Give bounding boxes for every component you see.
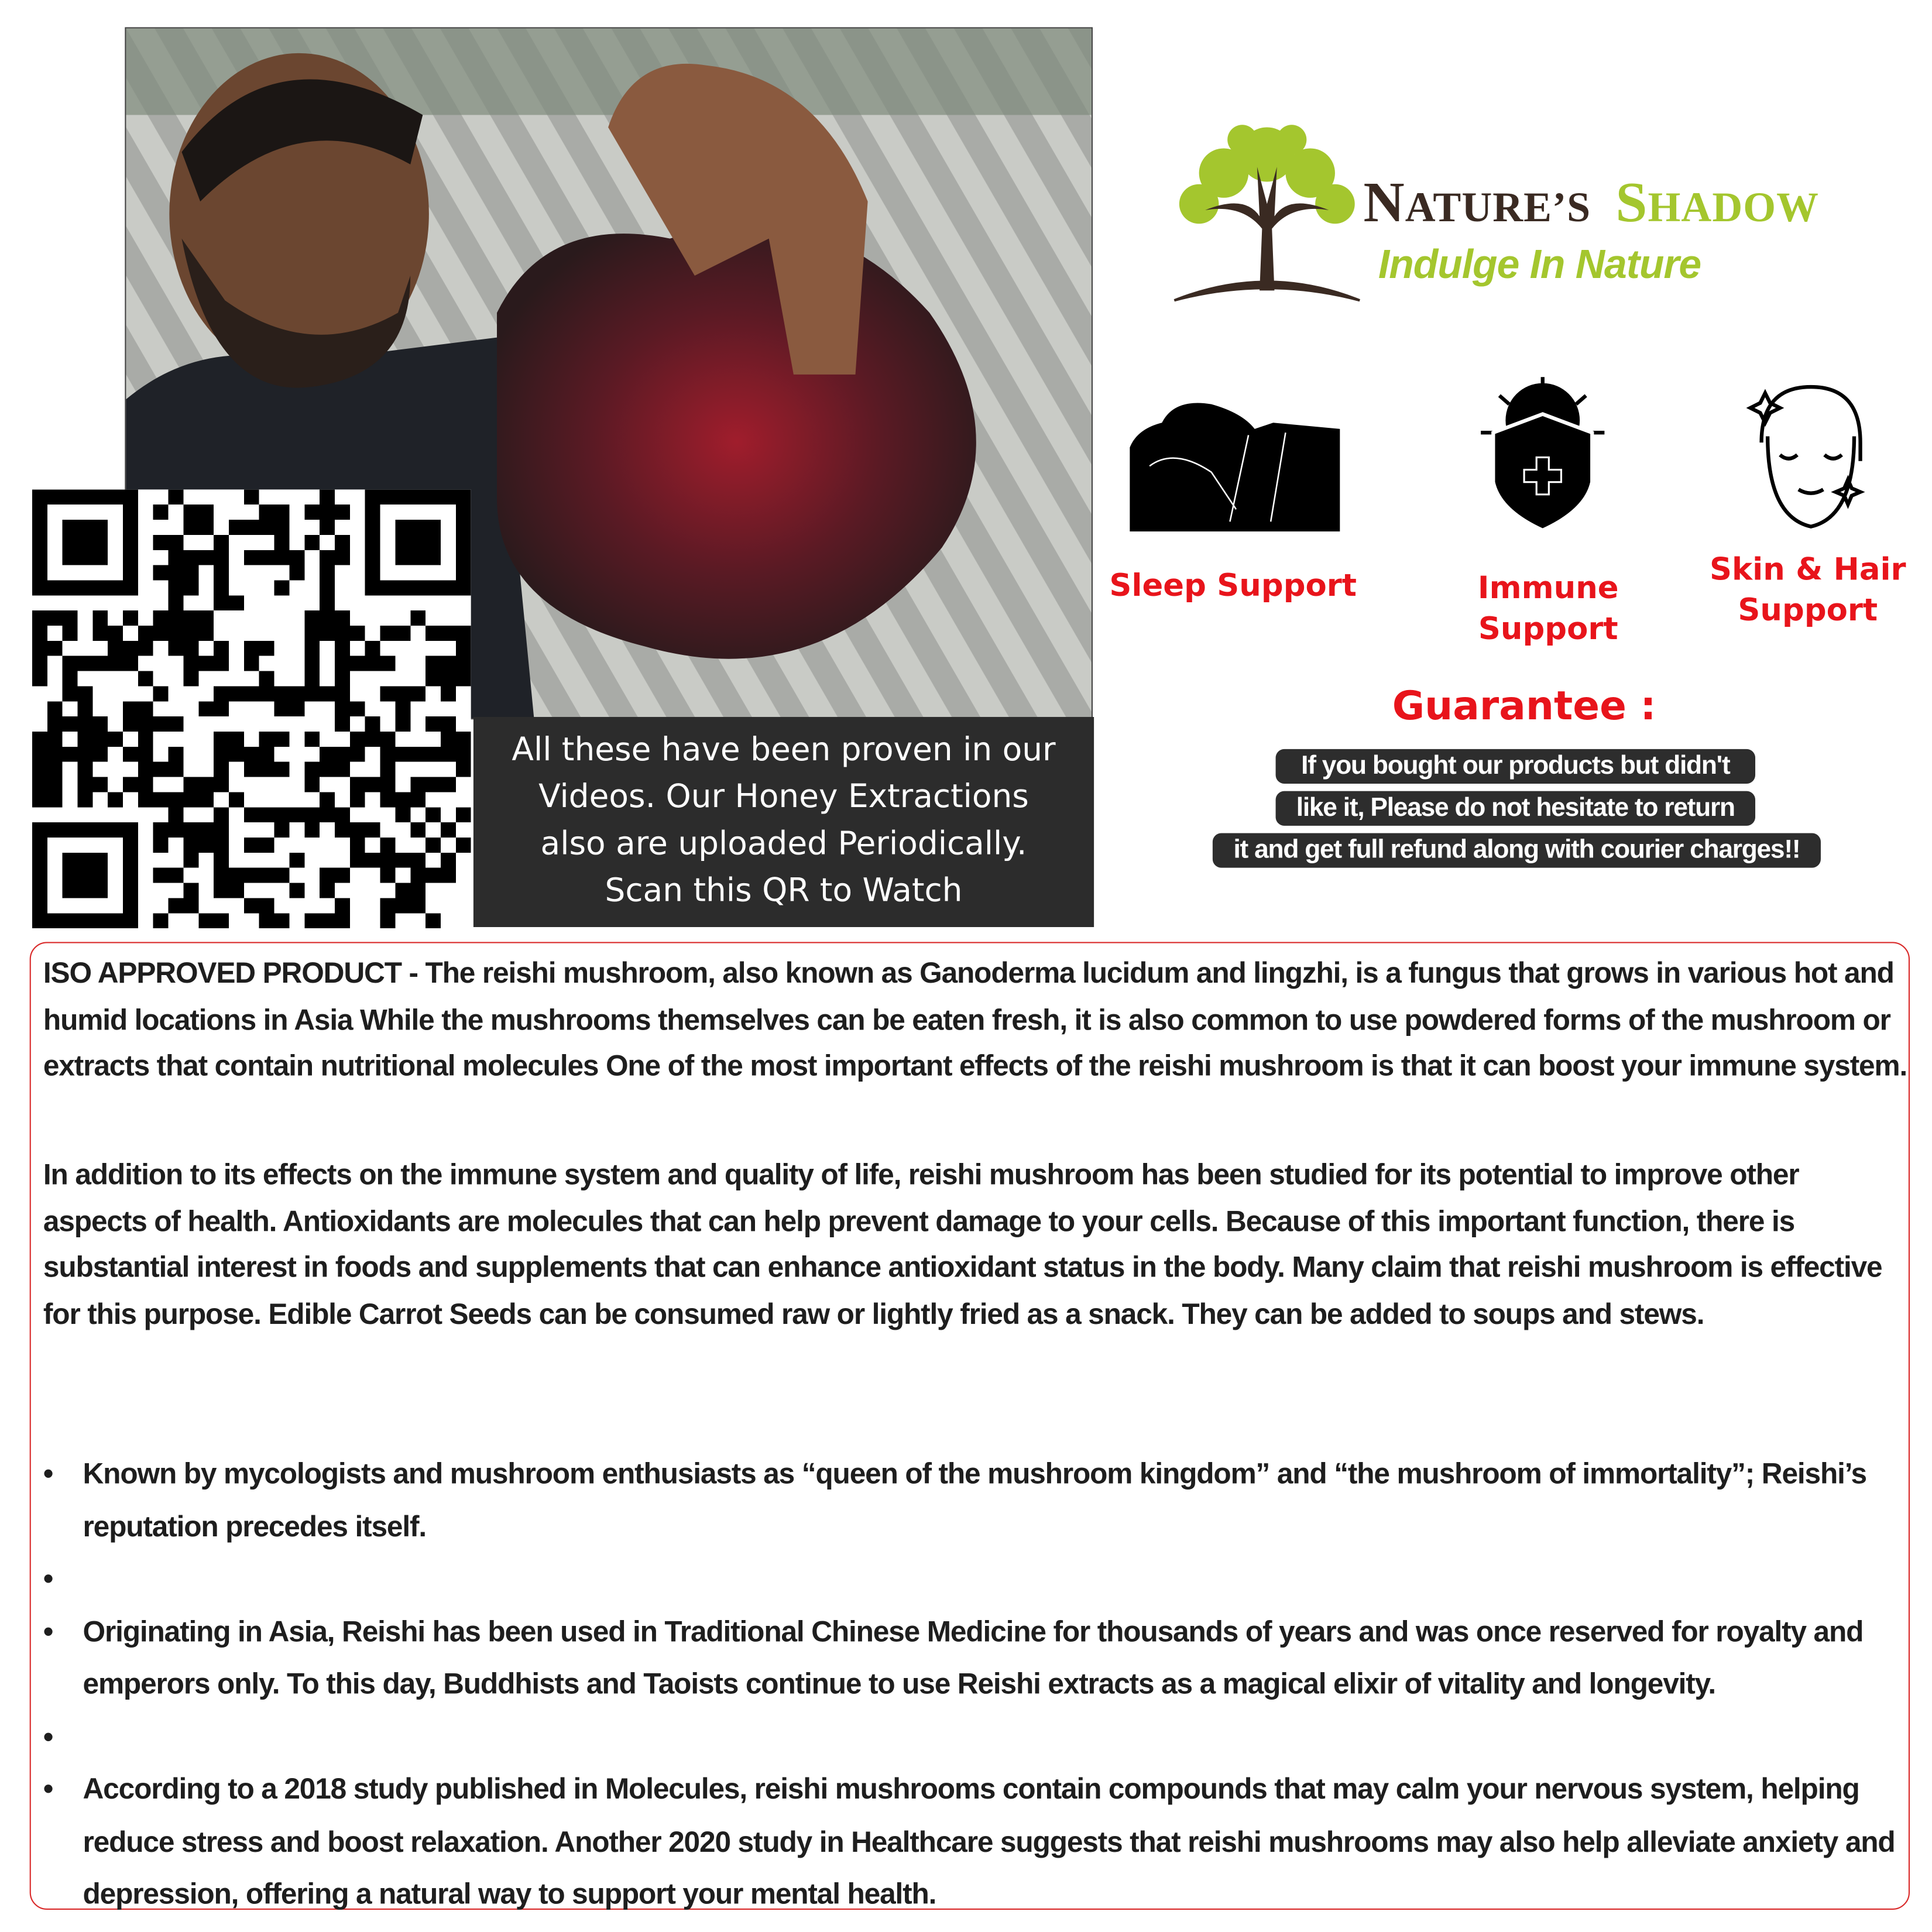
description-box [30,942,1910,1910]
sleep-icon [1125,398,1340,531]
skin-hair-face-icon [1731,380,1882,531]
brand-name-first: NATURE’S [1363,170,1591,234]
qr-modules [32,489,471,928]
bullet-item-empty [43,1553,1907,1605]
feature-label-immune-support: Immune Support [1477,569,1619,647]
caption-line: Videos. Our Honey Extractions [538,778,1029,816]
feature-label-sleep-support: Sleep Support [1109,567,1357,603]
benefit-bullet-list [43,1447,1907,1920]
brand-name-second: SHADOW [1615,170,1820,234]
description-paragraph: In addition to its effects on the immune system and quality of life, reishi mushroom has been studied for its potential to improve other aspects of health. Antioxidants are molecules that can help prevent damage to your cells. Because of this important function, there is substantial interest in foods and supplements that can enhance antioxidant status in the body. Many claim that reishi mushroom is effective for this purpose. Edible Carrot Seeds can be consumed raw or lightly fried as a snack. They can be added to soups and stews. [43,1158,1882,1330]
guarantee-line: like it, Please do not hesitate to return [1276,791,1755,826]
description-paragraph: ISO APPROVED PRODUCT - The reishi mushroom, also known as Ganoderma lucidum and lingzhi, is a fungus that grows in various hot and humid locations in Asia While the mushrooms themselves can be eaten fresh, it is also common to use powdered forms of the mushroom or extracts that contain nutritional molecules One of the most important effects of the reishi mushroom is that it can boost your immune system. [43,956,1907,1082]
brand-logo [1168,118,1861,315]
bullet-item: • Known by mycologists and mushroom enthusiasts as “queen of the mushroom kingdom” and “the mushroom of immortality”; Reishi’s reputation precedes itself. [43,1447,1907,1553]
tree-logo-icon [1168,118,1366,303]
immune-shield-icon [1475,377,1611,530]
bullet-item: • According to a 2018 study published in Molecules, reishi mushrooms contain compounds that may calm your nervous system, helping reduce stress and boost relaxation. Another 2020 study in Healthcare suggests that reishi mushrooms may also help alleviate anxiety and depression, offering a natural way to support your mental health. [43,1763,1907,1920]
feature-label-skin-hair-support: Skin & Hair Support [1709,551,1906,628]
qr-code-pattern [32,489,471,928]
brand-tagline: Indulge In Nature [1378,241,1701,287]
qr-code[interactable] [32,489,471,928]
bullet-item-empty [43,1710,1907,1763]
caption-line: Scan this QR to Watch [605,873,963,910]
bullet-item: • Originating in Asia, Reishi has been used in Traditional Chinese Medicine for thousands of years and was once reserved for royalty and emperors only. To this day, Buddhists and Taoists continue to use Reishi extracts as a magical elixir of vitality and longevity. [43,1605,1907,1710]
guarantee-title: Guarantee : [1392,682,1656,730]
caption-line: also are uploaded Periodically. [540,825,1027,863]
guarantee-line: it and get full refund along with courier charges!! [1213,833,1821,867]
guarantee-line: If you bought our products but didn't [1276,749,1755,784]
caption-line: All these have been proven in our [512,732,1056,769]
video-caption-box [473,717,1094,927]
